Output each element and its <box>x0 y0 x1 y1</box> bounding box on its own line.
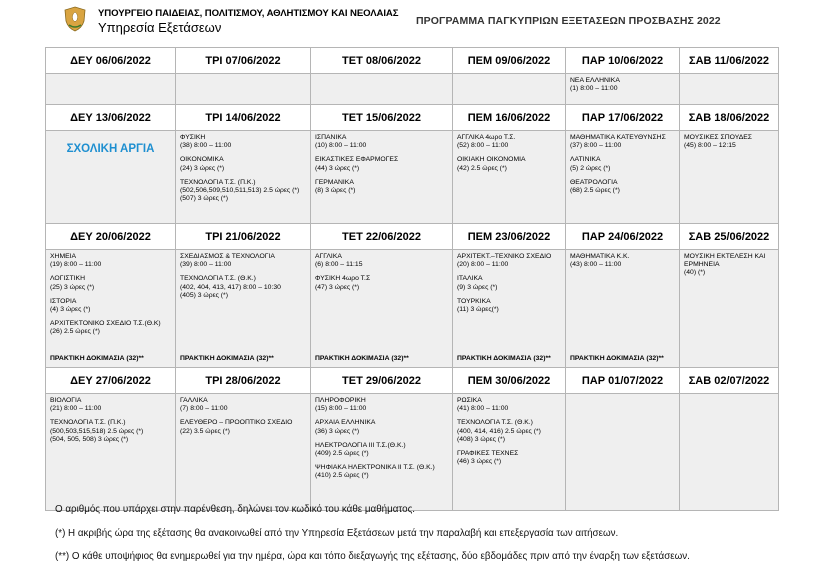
exam-entry <box>180 179 306 204</box>
note-practical: (**) Ο κάθε υποψήφιος θα ενημερωθεί για την ημέρα, ώρα και τόπο διεξαγωγής της εξέτασης, δύο εβδομάδες πριν από την έναρξη των εξετάσεων. <box>55 551 690 562</box>
day-header: ΤΕΤ 22/06/2022 <box>311 224 453 250</box>
exam-subject: ΜΑΘΗΜΑΤΙΚΑ Κ.Κ. <box>570 253 630 260</box>
day-cell <box>680 74 779 105</box>
exam-subject: ΙΤΑΛΙΚΑ <box>457 275 483 283</box>
exam-detail: (15) 8:00 – 11:00 <box>315 405 367 413</box>
day-header: ΠΑΡ 24/06/2022 <box>566 224 680 250</box>
day-cell <box>453 250 566 368</box>
day-header: ΔΕΥ 06/06/2022 <box>46 48 176 74</box>
exam-subject: ΑΡΧΙΤΕΚΤΟΝΙΚΟ ΣΧΕΔΙΟ Τ.Σ.(Θ.Κ) <box>50 320 161 328</box>
day-header: ΠΕΜ 23/06/2022 <box>453 224 566 250</box>
exam-detail: (22) 3.5 ώρες (*) <box>180 427 230 435</box>
exam-detail: (52) 8:00 – 11:00 <box>457 142 509 150</box>
day-header: ΤΕΤ 08/06/2022 <box>311 48 453 74</box>
exam-detail: (502,506,509,510,511,513) 2.5 ώρες (*) <box>180 187 300 195</box>
exam-entry <box>684 134 774 150</box>
day-cell <box>680 250 779 368</box>
exam-subject: ΜΟΥΣΙΚΕΣ ΣΠΟΥΔΕΣ <box>684 134 752 141</box>
exam-detail: (409) 2.5 ώρες (*) <box>315 450 369 458</box>
day-cell <box>453 74 566 105</box>
exam-subject: ΤΕΧΝΟΛΟΓΙΑ Τ.Σ. (Θ.Κ.) <box>180 275 256 283</box>
exam-entry <box>457 298 561 314</box>
exam-entry <box>180 397 306 413</box>
exam-subject: ΒΙΟΛΟΓΙΑ <box>50 397 82 404</box>
day-cell <box>176 250 311 368</box>
day-cell <box>46 394 176 511</box>
exam-detail: (36) 3 ώρες (*) <box>315 427 360 435</box>
exam-subject: ΕΛΕΥΘΕΡΟ – ΠΡΟΟΠΤΙΚΟ ΣΧΕΔΙΟ <box>180 419 293 427</box>
exam-detail: (400, 414, 416) 2.5 ώρες (*) <box>457 427 541 435</box>
exam-subject: ΕΙΚΑΣΤΙΚΕΣ ΕΦΑΡΜΟΓΕΣ <box>315 156 399 164</box>
exam-subject: ΓΕΡΜΑΝΙΚΑ <box>315 178 354 186</box>
week-header-row <box>46 224 779 250</box>
day-header: ΔΕΥ 20/06/2022 <box>46 224 176 250</box>
note-code: Ο αριθμός που υπάρχει στην παρένθεση, δηλώνει τον κωδικό του κάθε μαθήματος. <box>55 504 416 515</box>
exam-detail: (9) 3 ώρες (*) <box>457 283 498 291</box>
day-cell <box>566 250 680 368</box>
exam-entry <box>50 419 171 444</box>
practical-test-label: ΠΡΑΚΤΙΚΗ ΔΟΚΙΜΑΣΙΑ (32)** <box>50 354 144 362</box>
day-cell <box>680 394 779 511</box>
exam-subject: ΜΑΘΗΜΑΤΙΚΑ ΚΑΤΕΥΘΥΝΣΗΣ <box>570 134 666 141</box>
exam-entry <box>570 179 675 195</box>
exam-schedule-table <box>45 47 779 511</box>
exam-subject: ΦΥΣΙΚΗ <box>180 134 206 141</box>
exam-entry <box>315 253 448 269</box>
exam-detail: (504, 505, 508) 3 ώρες (*) <box>50 435 129 443</box>
exam-detail: (39) 8:00 – 11:00 <box>180 261 232 269</box>
service-name: Υπηρεσία Εξετάσεων <box>98 20 222 35</box>
exam-subject: ΓΡΑΦΙΚΕΣ ΤΕΧΝΕΣ <box>457 450 519 458</box>
exam-subject: ΧΗΜΕΙΑ <box>50 253 77 260</box>
exam-entry <box>50 275 171 291</box>
day-cell <box>176 74 311 105</box>
exam-detail: (4) 3 ώρες (*) <box>50 306 91 314</box>
day-header: ΤΕΤ 29/06/2022 <box>311 368 453 394</box>
day-cell <box>311 394 453 511</box>
week-exams-row <box>46 131 779 224</box>
day-header: ΔΕΥ 13/06/2022 <box>46 105 176 131</box>
exam-subject: ΜΟΥΣΙΚΗ ΕΚΤΕΛΕΣΗ ΚΑΙ ΕΡΜΗΝΕΙΑ <box>684 253 766 269</box>
exam-entry <box>315 419 448 435</box>
exam-entry <box>315 134 448 150</box>
school-holiday-label: ΣΧΟΛΙΚΗ ΑΡΓΙΑ <box>66 143 155 155</box>
day-cell <box>453 131 566 224</box>
exam-detail: (8) 3 ώρες (*) <box>315 187 356 195</box>
cyprus-emblem-icon <box>63 6 87 32</box>
week-exams-row <box>46 74 779 105</box>
day-cell <box>566 394 680 511</box>
exam-subject: ΑΡΧΙΤΕΚΤ.–ΤΕΧΝΙΚΟ ΣΧΕΔΙΟ <box>457 253 552 260</box>
practical-test-label: ΠΡΑΚΤΙΚΗ ΔΟΚΙΜΑΣΙΑ (32)** <box>570 354 664 362</box>
exam-detail: (21) 8:00 – 11:00 <box>50 405 102 413</box>
exam-entry <box>180 134 306 150</box>
exam-detail: (507) 3 ώρες (*) <box>180 195 228 203</box>
day-header: ΤΡΙ 21/06/2022 <box>176 224 311 250</box>
exam-detail: (7) 8:00 – 11:00 <box>180 405 228 413</box>
day-cell <box>176 131 311 224</box>
exam-subject: ΣΧΕΔΙΑΣΜΟΣ & ΤΕΧΝΟΛΟΓΙΑ <box>180 253 275 260</box>
exam-entry <box>50 320 171 336</box>
exam-detail: (43) 8:00 – 11:00 <box>570 261 622 269</box>
exam-entry <box>50 397 171 413</box>
day-header: ΣΑΒ 02/07/2022 <box>680 368 779 394</box>
week-exams-row <box>46 394 779 511</box>
exam-subject: ΑΓΓΛΙΚΑ <box>315 253 342 260</box>
exam-subject: ΓΑΛΛΙΚΑ <box>180 397 208 404</box>
exam-subject: ΛΑΤΙΝΙΚΑ <box>570 156 601 164</box>
exam-subject: ΟΙΚΙΑΚΗ ΟΙΚΟΝΟΜΙΑ <box>457 156 526 164</box>
exam-detail: (11) 3 ώρες(*) <box>457 306 499 314</box>
exam-detail: (38) 8:00 – 11:00 <box>180 142 232 150</box>
exam-subject: ΘΕΑΤΡΟΛΟΓΙΑ <box>570 178 618 186</box>
exam-detail: (20) 8:00 – 11:00 <box>457 261 509 269</box>
day-header: ΤΡΙ 28/06/2022 <box>176 368 311 394</box>
exam-subject: ΤΕΧΝΟΛΟΓΙΑ Τ.Σ. (Π.Κ.) <box>180 178 256 186</box>
exam-detail: (41) 8:00 – 11:00 <box>457 405 509 413</box>
day-cell <box>311 74 453 105</box>
week-header-row <box>46 105 779 131</box>
exam-subject: ΙΣΠΑΝΙΚΑ <box>315 134 347 141</box>
day-cell <box>46 131 176 224</box>
day-header: ΠΕΜ 09/06/2022 <box>453 48 566 74</box>
exam-entry <box>570 253 675 269</box>
exam-entry <box>315 442 448 458</box>
exam-entry <box>315 464 448 480</box>
day-cell <box>311 131 453 224</box>
day-header: ΣΑΒ 11/06/2022 <box>680 48 779 74</box>
exam-detail: (6) 8:00 – 11:15 <box>315 261 363 269</box>
week-header-row <box>46 48 779 74</box>
exam-entry <box>684 253 774 278</box>
day-cell <box>566 74 680 105</box>
exam-subject: ΛΟΓΙΣΤΙΚΗ <box>50 275 85 283</box>
exam-detail: (68) 2.5 ώρες (*) <box>570 187 620 195</box>
day-cell <box>680 131 779 224</box>
exam-subject: ΙΣΤΟΡΙΑ <box>50 297 77 305</box>
exam-entry <box>315 179 448 195</box>
day-header: ΠΕΜ 16/06/2022 <box>453 105 566 131</box>
day-header: ΤΕΤ 15/06/2022 <box>311 105 453 131</box>
exam-entry <box>315 275 448 291</box>
exam-detail: (37) 8:00 – 11:00 <box>570 142 622 150</box>
day-header: ΠΕΜ 30/06/2022 <box>453 368 566 394</box>
exam-entry <box>457 397 561 413</box>
day-header: ΤΡΙ 14/06/2022 <box>176 105 311 131</box>
exam-subject: ΗΛΕΚΤΡΟΛΟΓΙΑ ΙΙΙ Τ.Σ.(Θ.Κ.) <box>315 441 406 449</box>
day-cell <box>46 74 176 105</box>
day-header: ΔΕΥ 27/06/2022 <box>46 368 176 394</box>
exam-entry <box>315 397 448 413</box>
exam-detail: (24) 3 ώρες (*) <box>180 164 225 172</box>
day-cell <box>176 394 311 511</box>
day-cell <box>311 250 453 368</box>
exam-detail: (10) 8:00 – 11:00 <box>315 142 367 150</box>
exam-entry <box>570 77 675 93</box>
exam-entry <box>457 156 561 172</box>
day-header: ΤΡΙ 07/06/2022 <box>176 48 311 74</box>
ministry-name: ΥΠΟΥΡΓΕΙΟ ΠΑΙΔΕΙΑΣ, ΠΟΛΙΤΙΣΜΟΥ, ΑΘΛΗΤΙΣΜΟΥ ΚΑΙ ΝΕΟΛΑΙΑΣ <box>98 8 399 19</box>
practical-test-label: ΠΡΑΚΤΙΚΗ ΔΟΚΙΜΑΣΙΑ (32)** <box>180 354 274 362</box>
exam-detail: (47) 3 ώρες (*) <box>315 283 360 291</box>
exam-subject: ΤΕΧΝΟΛΟΓΙΑ Τ.Σ. (Θ.Κ.) <box>457 419 533 427</box>
exam-entry <box>457 275 561 291</box>
exam-detail: (408) 3 ώρες (*) <box>457 435 505 443</box>
exam-entry <box>50 253 171 269</box>
exam-detail: (45) 8:00 – 12:15 <box>684 142 736 150</box>
exam-detail: (1) 8:00 – 11:00 <box>570 85 618 93</box>
exam-detail: (44) 3 ώρες (*) <box>315 164 360 172</box>
exam-detail: (42) 2.5 ώρες (*) <box>457 164 507 172</box>
exam-subject: ΨΗΦΙΑΚΑ ΗΛΕΚΤΡΟΝΙΚΑ ΙΙ Τ.Σ. (Θ.Κ.) <box>315 464 435 472</box>
exam-entry <box>457 134 561 150</box>
day-header: ΠΑΡ 17/06/2022 <box>566 105 680 131</box>
exam-detail: (5) 2 ώρες (*) <box>570 164 611 172</box>
page-title: ΠΡΟΓΡΑΜΜΑ ΠΑΓΚΥΠΡΙΩΝ ΕΞΕΤΑΣΕΩΝ ΠΡΟΣΒΑΣΗΣ 2022 <box>416 15 721 27</box>
exam-detail: (25) 3 ώρες (*) <box>50 283 95 291</box>
week-exams-row <box>46 250 779 368</box>
week-header-row <box>46 368 779 394</box>
exam-detail: (19) 8:00 – 11:00 <box>50 261 102 269</box>
exam-entry <box>457 253 561 269</box>
exam-entry <box>570 156 675 172</box>
exam-entry <box>570 134 675 150</box>
day-cell <box>46 250 176 368</box>
exam-detail: (500,503,515,518) 2.5 ώρες (*) <box>50 427 144 435</box>
day-header: ΣΑΒ 18/06/2022 <box>680 105 779 131</box>
note-exact-time: (*) Η ακριβής ώρα της εξέτασης θα ανακοινωθεί από την Υπηρεσία Εξετάσεων μετά την παραλαβή και επεξεργασία των αιτήσεων. <box>55 527 619 539</box>
exam-subject: ΝΕΑ ΕΛΛΗΝΙΚΑ <box>570 77 620 84</box>
exam-entry <box>457 419 561 444</box>
exam-subject: ΟΙΚΟΝΟΜΙΚΑ <box>180 156 224 164</box>
exam-subject: ΑΡΧΑΙΑ ΕΛΛΗΝΙΚΑ <box>315 419 376 427</box>
exam-detail: (402, 404, 413, 417) 8:00 – 10:30 <box>180 283 281 291</box>
day-header: ΠΑΡ 10/06/2022 <box>566 48 680 74</box>
exam-entry <box>180 275 306 300</box>
exam-entry <box>50 298 171 314</box>
exam-entry <box>457 450 561 466</box>
exam-detail: (410) 2.5 ώρες (*) <box>315 472 369 480</box>
exam-detail: (405) 3 ώρες (*) <box>180 291 228 299</box>
practical-test-label: ΠΡΑΚΤΙΚΗ ΔΟΚΙΜΑΣΙΑ (32)** <box>457 354 551 362</box>
day-header: ΣΑΒ 25/06/2022 <box>680 224 779 250</box>
exam-detail: (40) (*) <box>684 269 706 277</box>
day-header: ΠΑΡ 01/07/2022 <box>566 368 680 394</box>
exam-detail: (26) 2.5 ώρες (*) <box>50 328 100 336</box>
exam-detail: (46) 3 ώρες (*) <box>457 458 502 466</box>
exam-entry <box>180 253 306 269</box>
day-cell <box>453 394 566 511</box>
exam-entry <box>180 419 306 435</box>
exam-subject: ΑΓΓΛΙΚΑ 4ωρο Τ.Σ. <box>457 134 516 141</box>
exam-subject: ΤΕΧΝΟΛΟΓΙΑ Τ.Σ. (Π.Κ.) <box>50 419 126 427</box>
day-cell <box>566 131 680 224</box>
exam-subject: ΡΩΣΙΚΑ <box>457 397 482 404</box>
exam-subject: ΤΟΥΡΚΙΚΑ <box>457 297 491 305</box>
exam-subject: ΠΛΗΡΟΦΟΡΙΚΗ <box>315 397 366 404</box>
page-header <box>0 0 825 46</box>
exam-entry <box>315 156 448 172</box>
exam-entry <box>180 156 306 172</box>
practical-test-label: ΠΡΑΚΤΙΚΗ ΔΟΚΙΜΑΣΙΑ (32)** <box>315 354 409 362</box>
exam-subject: ΦΥΣΙΚΗ 4ωρο Τ.Σ <box>315 275 371 283</box>
